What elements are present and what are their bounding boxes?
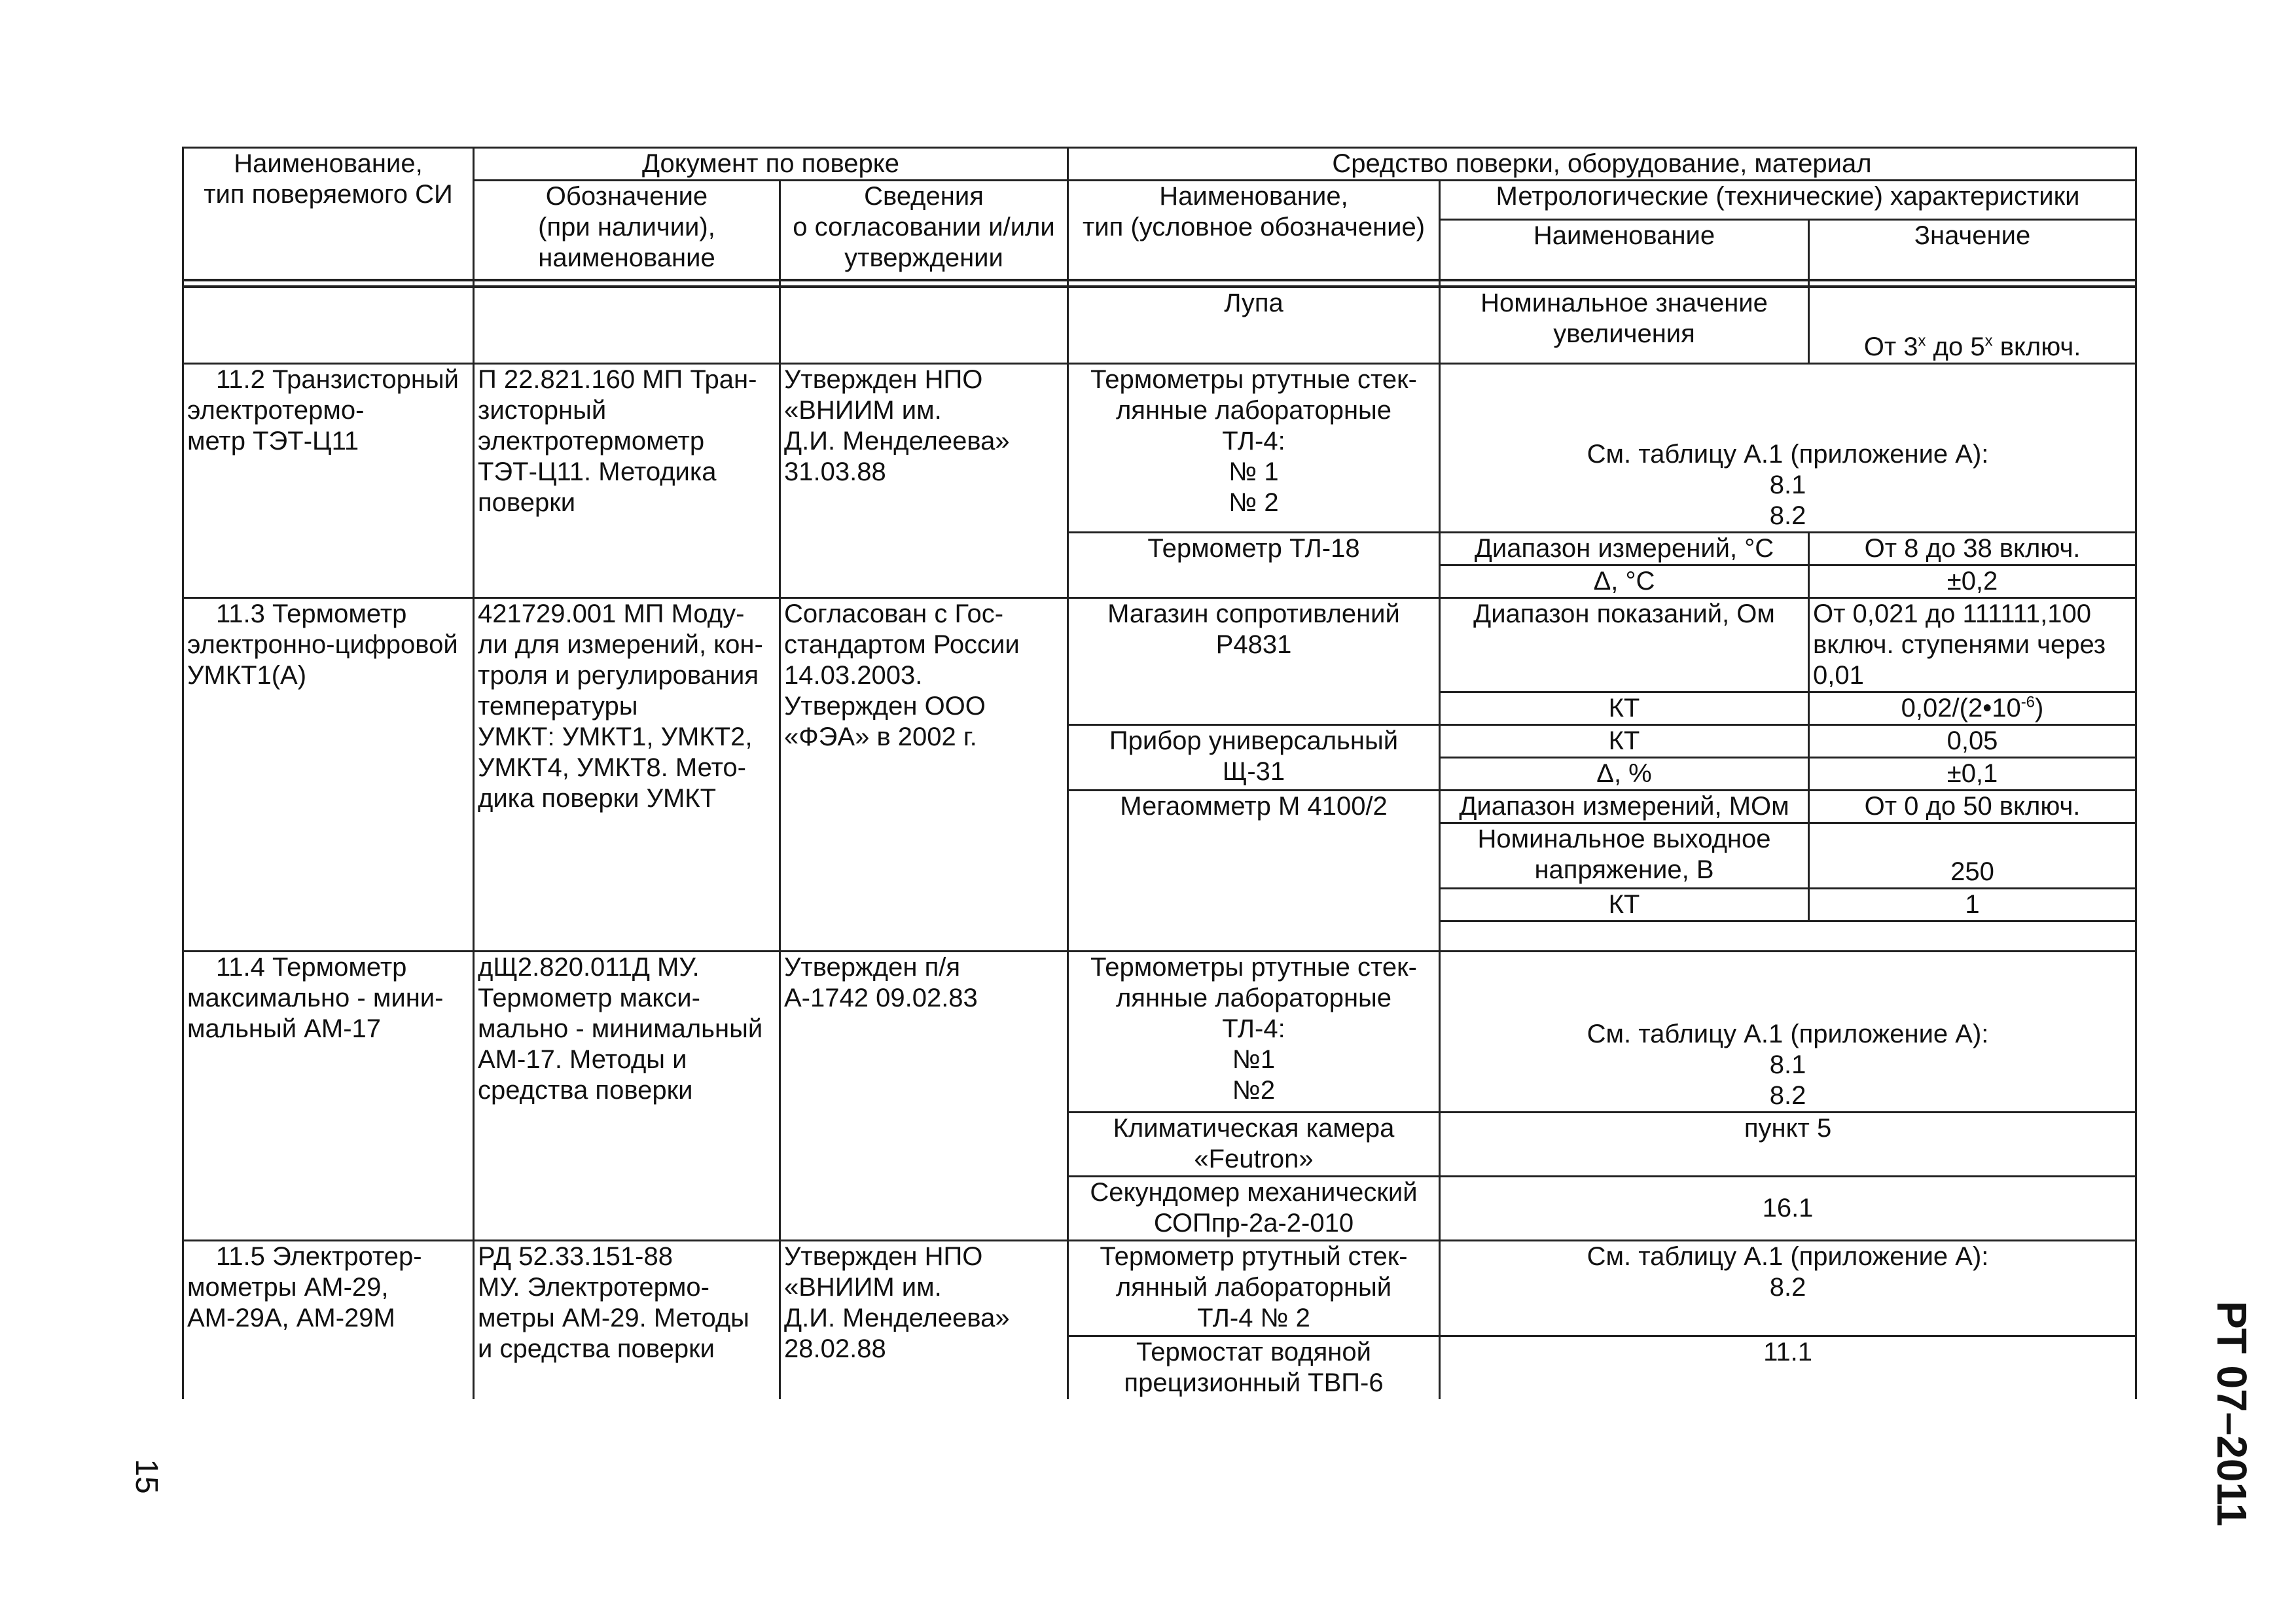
- doc-11-4: дЩ2.820.011Д МУ. Термометр макси- мально - минимальный АМ-17. Методы и средства поверки: [474, 952, 780, 1241]
- table-row: [183, 952, 2136, 1113]
- char-value-11-3-readings: От 0,021 до 111111,100 включ. ступенями через 0,01: [1809, 598, 2136, 692]
- approval-11-4: Утвержден п/я А-1742 09.02.83: [780, 952, 1068, 1241]
- header-metro-name: Наименование: [1440, 220, 1809, 280]
- means-11-3-shch31: Прибор универсальный Щ-31: [1068, 725, 1440, 791]
- char-name-11-3-kt2: КТ: [1440, 725, 1809, 758]
- means-11-3-m4100: Мегаомметр М 4100/2: [1068, 791, 1440, 952]
- doc-11-3: 421729.001 МП Моду- ли для измерений, кон- троля и регулирования температуры УМКТ: УМКТ1, УМКТ2, УМКТ4, УМКТ8. Мето- дика поверки УМКТ: [474, 598, 780, 952]
- means-11-4-tl4: Термометры ртутные стек- лянные лабораторные ТЛ-4: №1 №2: [1068, 952, 1440, 1113]
- table-row: [183, 598, 2136, 692]
- header-divider: [183, 280, 2136, 287]
- table-row: [183, 1241, 2136, 1336]
- char-name-11-3-range: Диапазон измерений, МОм: [1440, 791, 1809, 823]
- means-11-5-thermostat: Термостат водяной прецизионный ТВП-6: [1068, 1336, 1440, 1399]
- char-value-11-2-delta: ±0,2: [1809, 565, 2136, 598]
- means-11-5-tl4: Термометр ртутный стек- лянный лабораторный ТЛ-4 № 2: [1068, 1241, 1440, 1336]
- means-11-3-p4831: Магазин сопротивлений Р4831: [1068, 598, 1440, 725]
- header-doc-approval: Сведения о согласовании и/или утверждении: [780, 181, 1068, 280]
- char-value-lupa: От 3$^x$ до 5$^x$ включ.: [1809, 287, 2136, 364]
- char-11-4-tl4: См. таблицу А.1 (приложение А): 8.1 8.2: [1440, 952, 2136, 1113]
- char-value-11-3-voltage: 250: [1809, 823, 2136, 889]
- document-code: РТ 07–2011: [2208, 1300, 2255, 1527]
- si-title-11-5: 11.5 Электротер- мометры АМ-29, АМ-29А, АМ-29М: [183, 1241, 474, 1399]
- char-name-lupa: Номинальное значение увеличения: [1440, 287, 1809, 364]
- doc-11-2: П 22.821.160 МП Тран- зисторный электротермометр ТЭТ-Ц11. Методика поверки: [474, 364, 780, 598]
- table-row: [183, 364, 2136, 533]
- char-11-5-tl4: См. таблицу А.1 (приложение А): 8.2: [1440, 1241, 2136, 1336]
- char-name-11-3-delta: Δ, %: [1440, 758, 1809, 791]
- si-title-11-3: 11.3 Термометр электронно-цифровой УМКТ1(А): [183, 598, 474, 952]
- verification-table: [182, 147, 2137, 1399]
- header-means-group: Средство поверки, оборудование, материал: [1068, 148, 2136, 181]
- means-11-2-tl4: Термометры ртутные стек- лянные лабораторные ТЛ-4: № 1 № 2: [1068, 364, 1440, 533]
- page-number: 15: [129, 1459, 164, 1494]
- char-value-11-3-kt3: 1: [1809, 889, 2136, 921]
- char-name-11-3-voltage: Номинальное выходное напряжение, В: [1440, 823, 1809, 889]
- char-name-11-2-range: Диапазон измерений, °С: [1440, 533, 1809, 565]
- means-11-2-tl18: Термометр ТЛ-18: [1068, 533, 1440, 598]
- char-value-11-3-range: От 0 до 50 включ.: [1809, 791, 2136, 823]
- si-title-11-4: 11.4 Термометр максимально - мини- мальный АМ-17: [183, 952, 474, 1241]
- char-value-11-3-kt2: 0,05: [1809, 725, 2136, 758]
- header-doc-designation: Обозначение (при наличии), наименование: [474, 181, 780, 280]
- char-name-11-3-kt3: КТ: [1440, 889, 1809, 921]
- means-11-4-camera: Климатическая камера «Feutron»: [1068, 1113, 1440, 1177]
- means-11-4-stopwatch: Секундомер механический СОПпр-2а-2-010: [1068, 1177, 1440, 1241]
- si-title-11-2: 11.2 Транзисторный электротермо- метр ТЭТ-Ц11: [183, 364, 474, 598]
- approval-11-2: Утвержден НПО «ВНИИМ им. Д.И. Менделеева» 31.03.88: [780, 364, 1068, 598]
- char-value-11-3-delta: ±0,1: [1809, 758, 2136, 791]
- header-means-name: Наименование, тип (условное обозначение): [1068, 181, 1440, 280]
- doc-11-5: РД 52.33.151-88 МУ. Электротермо- метры АМ-29. Методы и средства поверки: [474, 1241, 780, 1399]
- char-11-5-thermostat: 11.1: [1440, 1336, 2136, 1399]
- char-11-4-camera: пункт 5: [1440, 1113, 2136, 1177]
- char-name-11-3-kt: КТ: [1440, 692, 1809, 725]
- char-name-11-3-readings: Диапазон показаний, Ом: [1440, 598, 1809, 692]
- header-document-group: Документ по поверке: [474, 148, 1068, 181]
- char-name-11-2-delta: Δ, °С: [1440, 565, 1809, 598]
- approval-11-3: Согласован с Гос- стандартом России 14.03.2003. Утвержден ООО «ФЭА» в 2002 г.: [780, 598, 1068, 952]
- char-11-4-stopwatch: 16.1: [1440, 1177, 2136, 1241]
- char-11-2-tl4: См. таблицу А.1 (приложение А): 8.1 8.2: [1440, 364, 2136, 533]
- header-metro-value: Значение: [1809, 220, 2136, 280]
- char-value-11-3-kt: $0,02/(2•10^{-6})$: [1809, 692, 2136, 725]
- char-value-11-2-range: От 8 до 38 включ.: [1809, 533, 2136, 565]
- table-row: [183, 287, 2136, 364]
- header-si-name: Наименование, тип поверяемого СИ: [183, 148, 474, 280]
- means-lupa: Лупа: [1068, 287, 1440, 364]
- header-metro-group: Метрологические (технические) характеристики: [1440, 181, 2136, 220]
- approval-11-5: Утвержден НПО «ВНИИМ им. Д.И. Менделеева» 28.02.88: [780, 1241, 1068, 1399]
